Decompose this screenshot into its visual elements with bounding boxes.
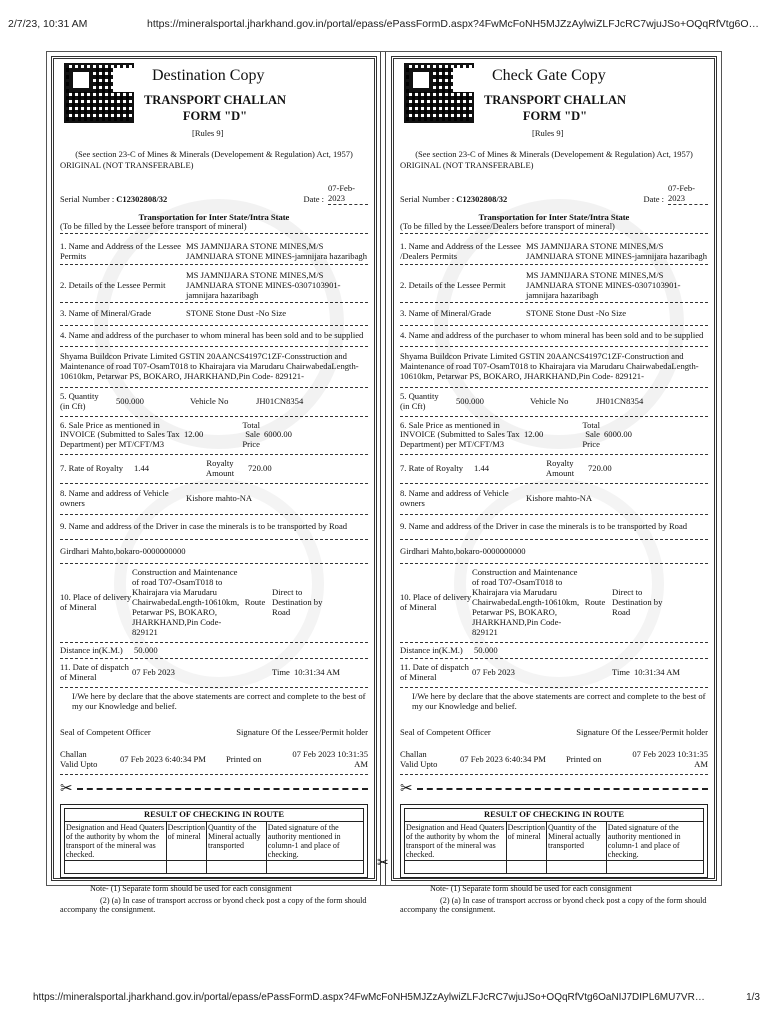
challan-valid-row: [60, 746, 368, 775]
field-driver-label: 9. Name and address of the Driver in case the minerals is to be transported by Road: [60, 515, 368, 540]
field-label: 5. Quantity (in Cft): [400, 390, 439, 411]
signature-label: Signature Of the Lessee/Permit holder: [576, 726, 708, 737]
transport-heading: Transportation for Inter State/Intra State: [478, 211, 630, 222]
field-value: 500.000: [456, 395, 484, 406]
vehicle-number: JH01CN8354: [596, 395, 644, 406]
signature-row: [60, 716, 368, 746]
original-label: ORIGINAL (NOT TRANSFERABLE): [400, 159, 534, 170]
field-value: MS JAMNIJARA STONE MINES,M/S JAMNIJARA STONE MINES-jamnijara hazaribagh: [186, 241, 367, 261]
date-value: 07-Feb-2023: [668, 184, 708, 205]
valid-value: 07 Feb 2023 6:40:34 PM: [120, 753, 206, 764]
field-vehicle-owner: [60, 484, 368, 515]
printed-label: Printed on: [566, 753, 602, 764]
field-value: 50.000: [474, 644, 498, 655]
field-label: 10. Place of delivery of Mineral: [60, 592, 132, 612]
field-label: 11. Date of dispatch of Mineral: [60, 662, 129, 683]
field-label: 3. Name of Mineral/Grade: [400, 308, 492, 319]
field-purchaser-label: 4. Name and address of the purchaser to whom mineral has been sold and to be supplied: [60, 326, 368, 347]
field-label: 2. Details of the Lessee Permit: [400, 279, 506, 290]
time-label: Time: [612, 667, 630, 678]
valid-label: Challan Valid Upto: [400, 748, 438, 769]
challan-title-line2: FORM "D": [182, 108, 248, 123]
total-sale-label: Total Sale Price: [242, 419, 260, 450]
field-purchaser-label: 4. Name and address of the purchaser to whom mineral has been sold and to be supplied: [400, 326, 708, 347]
page-number: 1/3: [746, 992, 760, 1003]
cut-line: [400, 781, 708, 798]
field-lessee-name: [60, 240, 368, 265]
field-value: 500.000: [116, 395, 144, 406]
dashed-cut-line: [77, 788, 368, 790]
table-row: [65, 861, 364, 874]
column-header: Quantity of the Mineral actually transported: [206, 821, 266, 861]
field-label: 8. Name and address of Vehicle owners: [400, 487, 509, 508]
column-header: Dated signature of the authority mentioned in column-1 and place of checking.: [266, 821, 363, 861]
act-reference: (See section 23-C of Mines & Minerals (Developement & Regulation) Act, 1957): [75, 149, 353, 159]
royalty-amount-value: 720.00: [248, 463, 272, 474]
column-header: Dated signature of the authority mentioned in column-1 and place of checking.: [606, 821, 703, 861]
challan-title: [480, 93, 630, 124]
result-of-checking: [400, 804, 708, 879]
field-label: 1. Name and Address of the Lessee Permits: [60, 241, 181, 261]
browser-print-header: [0, 0, 768, 40]
date-label: Date :: [643, 193, 664, 204]
field-label: 7. Rate of Royalty: [60, 463, 124, 474]
print-datetime: 2/7/23, 10:31 AM: [8, 18, 88, 30]
printed-label: Printed on: [226, 753, 262, 764]
field-quantity: [400, 388, 708, 417]
field-driver-value: Girdhari Mahto,bokaro-0000000000: [400, 540, 708, 565]
printed-value: 07 Feb 2023 10:31:35 AM: [292, 748, 368, 769]
field-value: 50.000: [134, 644, 158, 655]
print-footer-url[interactable]: https://mineralsportal.jharkhand.gov.in/portal/epass/ePassFormD.aspx?4FwMcFoNH5MJZzAylwiZLFJcRC7wjuJSo+OQqRfVtg6OaNIJ7DIPL6MU7VR…: [33, 992, 705, 1003]
date-label: Date :: [303, 193, 324, 204]
field-value: 1.44: [474, 463, 490, 474]
total-sale-value: 6000.00: [264, 429, 292, 440]
scissors-icon: ✂: [400, 780, 413, 797]
field-value: 1.44: [134, 463, 150, 474]
cut-line: [60, 781, 368, 798]
note-1: Note- (1) Separate form should be used for each consignment: [430, 884, 632, 894]
seal-label: Seal of Competent Officer: [60, 726, 151, 737]
field-dispatch: [400, 659, 708, 688]
time-value: 10:31:34 AM: [294, 667, 341, 678]
route-value: Direct to Destination by Road: [272, 587, 323, 617]
check-gate-copy: [391, 56, 717, 915]
field-value: MS JAMNIJARA STONE MINES,M/S JAMNIJARA STONE MINES-0307103901-jamnijara hazaribagh: [186, 269, 341, 300]
printed-value: 07 Feb 2023 10:31:35 AM: [632, 748, 708, 769]
royalty-amount-label: Royalty Amount: [205, 458, 235, 479]
vehicle-label: Vehicle No: [530, 395, 569, 406]
rules-ref: [Rules 9]: [192, 128, 224, 138]
destination-copy: [51, 56, 377, 915]
field-royalty: [60, 455, 368, 484]
field-lessee-permit: [60, 265, 368, 304]
field-dispatch: [60, 659, 368, 688]
time-label: Time: [272, 667, 290, 678]
field-label: 5. Quantity (in Cft): [60, 390, 99, 411]
field-label: 6. Sale Price as mentioned in INVOICE (Submitted to Sales Tax Department) per MT/CFT/M3: [60, 419, 180, 450]
field-purchaser-value: Shyama Buildcon Private Limited GSTIN 20AANCS4197C1ZF-Consstruction and Maintenance of road T07-OsamT018 to Khairajara via Marudaru ChairwabedaLength-10610km, Petarwar PS, BOKARO, JHARKHAND,Pin Code- 829121-: [60, 347, 368, 388]
column-header: Designation and Head Quaters of the authority by whom the transport of the mineral was checked.: [65, 821, 167, 861]
field-label: 2. Details of the Lessee Permit: [60, 279, 166, 290]
note-2: (2) (a) In case of transport accross or byond check post a copy of the form should accompany the consignment.: [60, 895, 367, 915]
copy-separator: [380, 52, 386, 885]
field-label: 1. Name and Address of the Lessee /Dealers Permits: [400, 241, 521, 261]
challan-title-line2: FORM "D": [522, 108, 588, 123]
table-row: [405, 861, 704, 874]
fill-instruction: (To be filled by the Lessee before transport of mineral): [60, 222, 368, 234]
original-label: ORIGINAL (NOT TRANSFERABLE): [60, 159, 194, 170]
field-label: Distance in(K.M.): [400, 644, 463, 655]
field-value: Construction and Maintenance of road T07-OsamT018 to Khairajara via Marudaru ChairwabedaLength-10610km, Petarwar PS, BOKARO, JHARKHAND,Pin Code- 829121: [132, 567, 240, 637]
field-mineral-grade: [60, 303, 368, 326]
field-vehicle-owner: [400, 484, 708, 515]
date-value: 07-Feb-2023: [328, 184, 368, 205]
field-sale-price: [400, 417, 708, 456]
field-purchaser-value: Shyama Buildcon Private Limited GSTIN 20AANCS4197C1ZF-Construction and Maintenance of road T07-OsamT018 to Khairajara via Marudaru ChairwabedaLength-10610km, Petarwar PS, BOKARO, JHARKHAND,Pin Code- 829121-: [400, 347, 708, 388]
challan-valid-row: [400, 746, 708, 775]
serial-number: C12302808/32: [456, 193, 508, 204]
challan-title-line1: TRANSPORT CHALLAN: [143, 93, 287, 107]
scissors-icon: ✂: [377, 856, 389, 871]
challan-title: [140, 93, 290, 124]
field-label: 8. Name and address of Vehicle owners: [60, 487, 169, 508]
royalty-amount-label: Royalty Amount: [545, 458, 575, 479]
field-driver-value: Girdhari Mahto,bokaro-0000000000: [60, 540, 368, 565]
field-label: 6. Sale Price as mentioned in INVOICE (Submitted to Sales Tax Department) per MT/CFT/M3: [400, 419, 520, 450]
time-value: 10:31:34 AM: [634, 667, 681, 678]
field-label: 7. Rate of Royalty: [400, 463, 464, 474]
field-royalty: [400, 455, 708, 484]
field-lessee-permit: [400, 265, 708, 304]
serial-date-row: [60, 177, 368, 205]
field-label: Distance in(K.M.): [60, 644, 123, 655]
field-value: 07 Feb 2023: [472, 667, 515, 678]
checking-table: [404, 808, 704, 875]
field-value: Construction and Maintenance of road T07-OsamT018 to Khairajara via Marudaru ChairwabedaLength-10610km, Petarwar PS, BOKARO, JHARKHAND,Pin Code- 829121: [472, 567, 580, 637]
fill-instruction: (To be filled by the Lessee/Dealers before transport of mineral): [400, 222, 708, 234]
copy-title: Check Gate Copy: [492, 67, 606, 84]
act-reference: (See section 23-C of Mines & Minerals (Developement & Regulation) Act, 1957): [415, 149, 693, 159]
valid-label: Challan Valid Upto: [60, 748, 98, 769]
field-value: Kishore mahto-NA: [526, 492, 593, 503]
serial-label: Serial Number :: [60, 193, 115, 204]
serial-number: C12302808/32: [116, 193, 168, 204]
seal-label: Seal of Competent Officer: [400, 726, 491, 737]
field-lessee-name: [400, 240, 708, 265]
browser-print-footer: [0, 990, 768, 1010]
field-value: 12.00: [184, 429, 204, 440]
field-quantity: [60, 388, 368, 417]
royalty-amount-value: 720.00: [588, 463, 612, 474]
column-header: Designation and Head Quaters of the authority by whom the transport of the mineral was checked.: [405, 821, 507, 861]
route-label: Route: [584, 597, 606, 608]
total-sale-label: Total Sale Price: [582, 419, 600, 450]
copy-title: Destination Copy: [152, 67, 265, 84]
serial-date-row: [400, 177, 708, 205]
qr-code-icon: [64, 63, 134, 123]
field-value: MS JAMNIJARA STONE MINES,M/S JAMNIJARA STONE MINES-jamnijara hazaribagh: [526, 241, 707, 261]
route-value: Direct to Destination by Road: [612, 587, 663, 617]
field-value: 07 Feb 2023: [132, 667, 175, 678]
field-value: 12.00: [524, 429, 544, 440]
field-label: 3. Name of Mineral/Grade: [60, 308, 152, 319]
field-sale-price: [60, 417, 368, 456]
note-2: (2) (a) In case of transport accross or byond check post a copy of the form should accompany the consignment.: [400, 895, 707, 915]
field-mineral-grade: [400, 303, 708, 326]
print-url[interactable]: https://mineralsportal.jharkhand.gov.in/portal/epass/ePassFormD.aspx?4FwMcFoNH5MJZzAylwiZLFJcRC7wjuJSo+OQqRfVtg6O…: [147, 18, 760, 30]
declaration-text: I/We here by declare that the above statements are correct and complete to the best of my our Knowledge and belief.: [412, 691, 706, 712]
column-header: Description of mineral: [166, 821, 206, 861]
checking-table: [64, 808, 364, 875]
signature-label: Signature Of the Lessee/Permit holder: [236, 726, 368, 737]
column-header: Description of mineral: [506, 821, 546, 861]
declaration-text: I/We here by declare that the above statements are correct and complete to the best of my our Knowledge and belief.: [72, 691, 366, 712]
dashed-cut-line: [417, 788, 708, 790]
route-label: Route: [244, 597, 266, 608]
field-distance: [60, 643, 368, 660]
result-heading: RESULT OF CHECKING IN ROUTE: [65, 808, 364, 821]
field-delivery-place: [60, 564, 368, 642]
field-label: 10. Place of delivery of Mineral: [400, 592, 472, 612]
challan-title-line1: TRANSPORT CHALLAN: [483, 93, 627, 107]
serial-label: Serial Number :: [400, 193, 455, 204]
note-1: Note- (1) Separate form should be used for each consignment: [90, 884, 292, 894]
qr-code-icon: [404, 63, 474, 123]
result-of-checking: [60, 804, 368, 879]
field-value: STONE Stone Dust -No Size: [186, 308, 287, 319]
vehicle-label: Vehicle No: [190, 395, 229, 406]
field-driver-label: 9. Name and address of the Driver in case the minerals is to be transported by Road: [400, 515, 708, 540]
field-delivery-place: [400, 564, 708, 642]
field-label: 11. Date of dispatch of Mineral: [400, 662, 469, 683]
copy-header: [60, 63, 368, 148]
transport-heading: Transportation for Inter State/Intra State: [138, 211, 290, 222]
column-header: Quantity of the Mineral actually transported: [546, 821, 606, 861]
field-distance: [400, 643, 708, 660]
signature-row: [400, 716, 708, 746]
vehicle-number: JH01CN8354: [256, 395, 304, 406]
copy-header: [400, 63, 708, 148]
challan-sheet: [46, 51, 722, 915]
field-value: STONE Stone Dust -No Size: [526, 308, 627, 319]
scissors-icon: ✂: [60, 780, 73, 797]
field-value: Kishore mahto-NA: [186, 492, 253, 503]
field-value: MS JAMNIJARA STONE MINES,M/S JAMNIJARA STONE MINES-0307103901-jamnijara hazaribagh: [526, 269, 681, 300]
rules-ref: [Rules 9]: [532, 128, 564, 138]
valid-value: 07 Feb 2023 6:40:34 PM: [460, 753, 546, 764]
result-heading: RESULT OF CHECKING IN ROUTE: [405, 808, 704, 821]
total-sale-value: 6000.00: [604, 429, 632, 440]
